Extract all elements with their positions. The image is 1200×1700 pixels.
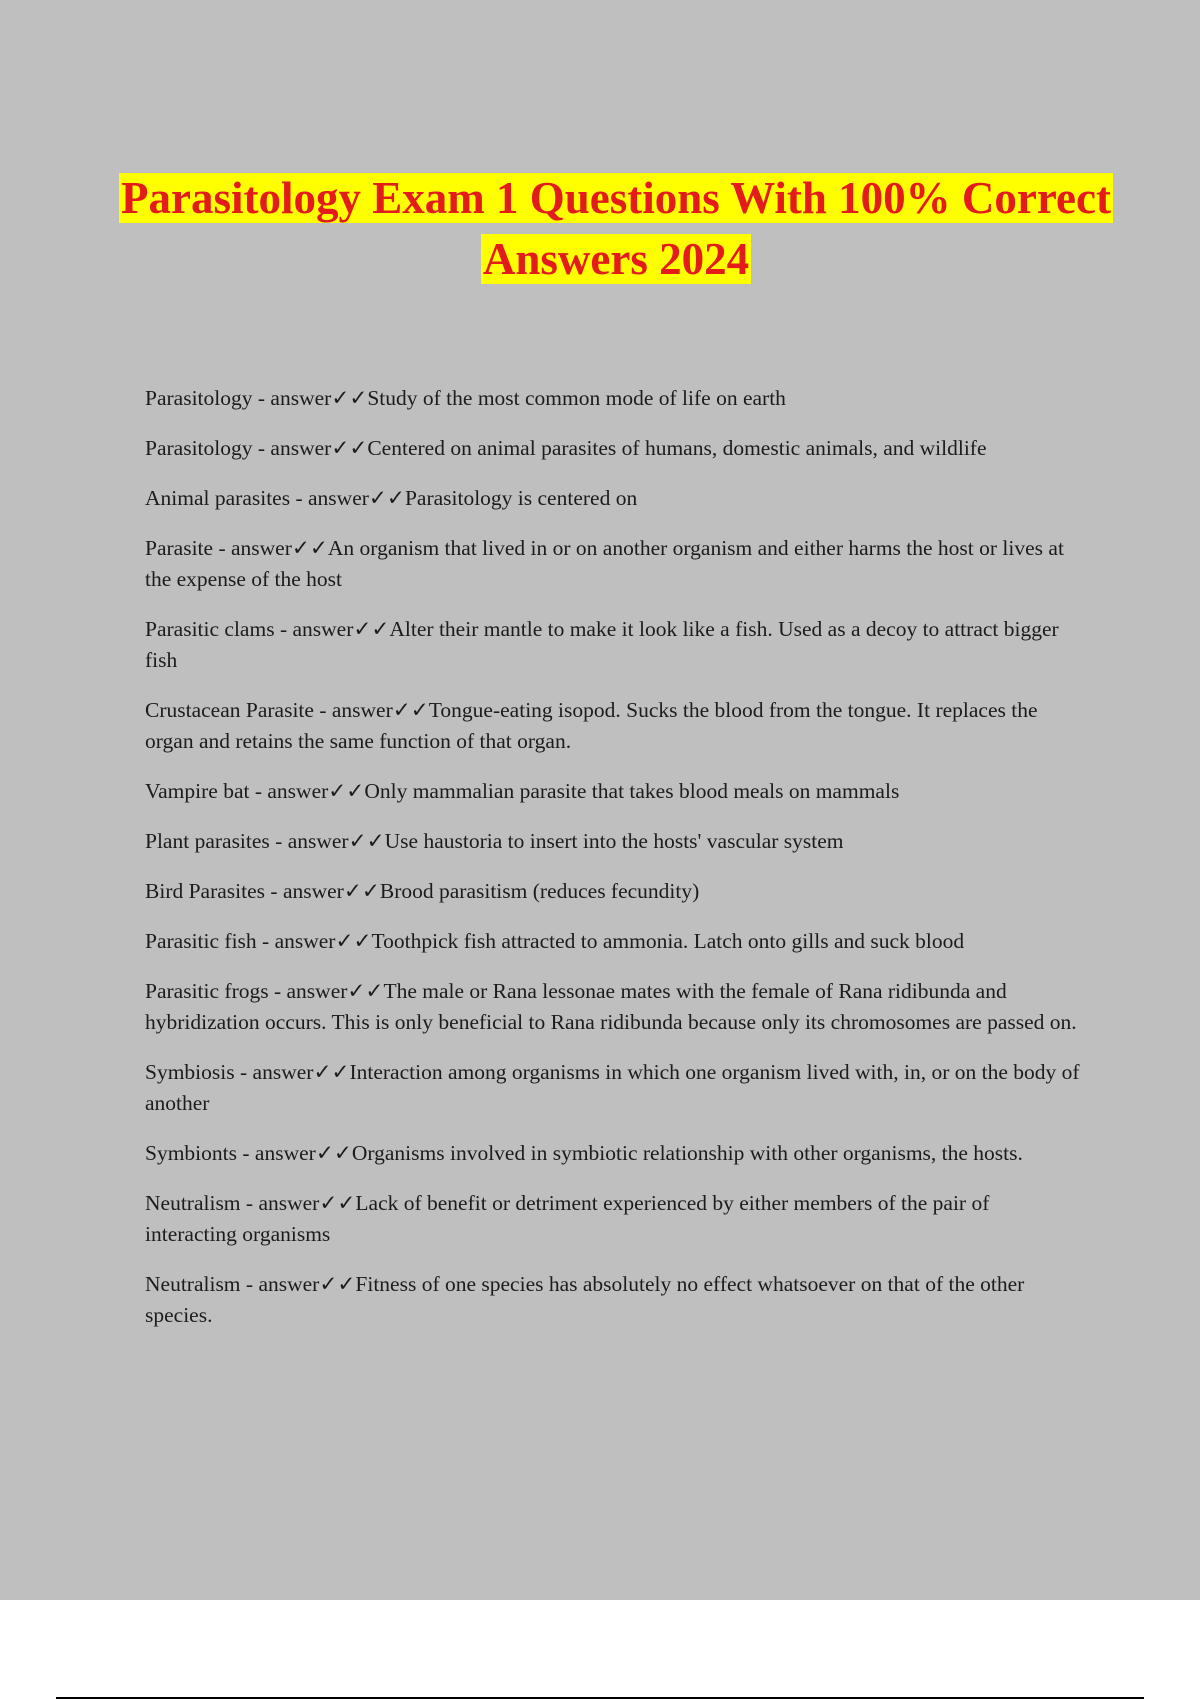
qa-answer: Parasitology is centered on <box>404 486 638 510</box>
qa-term: Parasite <box>145 536 214 560</box>
qa-answer: Organisms involved in symbiotic relationship with other organisms, the hosts. <box>351 1141 1023 1165</box>
qa-entry <box>145 533 1085 595</box>
qa-term: Parasitic clams <box>145 617 275 641</box>
qa-separator: - answer <box>234 1060 314 1084</box>
qa-answer: Brood parasitism (reduces fecundity) <box>379 879 700 903</box>
qa-answer: Centered on animal parasites of humans, domestic animals, and wildlife <box>367 436 987 460</box>
check-icon: ✓✓ <box>291 536 328 560</box>
qa-entry <box>145 483 1085 514</box>
qa-entry <box>145 826 1085 857</box>
page-title-text: Parasitology Exam 1 Questions With 100% Correct Answers 2024 <box>121 173 1111 284</box>
qa-separator: - answer <box>252 436 332 460</box>
qa-answer: Tongue-eating isopod. Sucks the blood from the tongue. It replaces the organ and retains the same function of that organ. <box>145 698 1038 753</box>
qa-answer: Interaction among organisms in which one organism lived with, in, or on the body of another <box>145 1060 1080 1115</box>
qa-entry <box>145 433 1085 464</box>
qa-term: Animal parasites <box>145 486 291 510</box>
qa-answer: The male or Rana lessonae mates with the female of Rana ridibunda and hybridization occurs. This is only beneficial to Rana ridibunda because only its chromosomes are passed on. <box>145 979 1077 1034</box>
qa-answer: Study of the most common mode of life on earth <box>367 386 786 410</box>
qa-entry <box>145 1188 1085 1250</box>
qa-entry <box>145 876 1085 907</box>
qa-separator: - answer <box>313 698 393 722</box>
qa-term: Parasitic fish <box>145 929 257 953</box>
qa-entry <box>145 695 1085 757</box>
qa-answer: Toothpick fish attracted to ammonia. Latch onto gills and suck blood <box>371 929 965 953</box>
qa-separator: - answer <box>249 779 329 803</box>
qa-term: Symbionts <box>145 1141 237 1165</box>
page-title <box>60 168 1172 290</box>
qa-term: Parasitology <box>145 436 253 460</box>
check-icon: ✓✓ <box>343 879 380 903</box>
check-icon: ✓✓ <box>392 698 429 722</box>
check-icon: ✓✓ <box>335 929 372 953</box>
qa-entry <box>145 976 1085 1038</box>
footer-divider <box>56 1697 1144 1699</box>
qa-entry <box>145 926 1085 957</box>
qa-entry <box>145 1057 1085 1119</box>
qa-separator: - answer <box>256 929 336 953</box>
qa-separator: - answer <box>269 829 349 853</box>
check-icon: ✓✓ <box>347 979 384 1003</box>
qa-term: Crustacean Parasite <box>145 698 314 722</box>
qa-answer: Only mammalian parasite that takes blood meals on mammals <box>364 779 900 803</box>
qa-entry <box>145 614 1085 676</box>
qa-term: Parasitic frogs <box>145 979 269 1003</box>
check-icon: ✓✓ <box>331 386 368 410</box>
qa-entry <box>145 1138 1085 1169</box>
qa-answer: Use haustoria to insert into the hosts' vascular system <box>384 829 844 853</box>
qa-answer: An organism that lived in or on another organism and either harms the host or lives at the expense of the host <box>145 536 1064 591</box>
qa-separator: - answer <box>213 536 292 560</box>
qa-term: Symbiosis <box>145 1060 235 1084</box>
check-icon: ✓✓ <box>353 617 390 641</box>
qa-separator: - answer <box>240 1272 320 1296</box>
qa-term: Vampire bat <box>145 779 250 803</box>
qa-separator: - answer <box>268 979 348 1003</box>
qa-term: Plant parasites <box>145 829 270 853</box>
qa-term: Neutralism <box>145 1272 241 1296</box>
check-icon: ✓✓ <box>328 779 365 803</box>
qa-entry <box>145 1269 1085 1331</box>
check-icon: ✓✓ <box>319 1272 356 1296</box>
qa-separator: - answer <box>265 879 344 903</box>
qa-answer: Fitness of one species has absolutely no effect whatsoever on that of the other species. <box>145 1272 1025 1327</box>
qa-answer: Lack of benefit or detriment experienced by either members of the pair of interacting organisms <box>145 1191 990 1246</box>
qa-separator: - answer <box>290 486 369 510</box>
check-icon: ✓✓ <box>368 486 405 510</box>
qa-entry <box>145 383 1085 414</box>
qa-separator: - answer <box>237 1141 316 1165</box>
qa-separator: - answer <box>252 386 332 410</box>
qa-answer: Alter their mantle to make it look like a fish. Used as a decoy to attract bigger fish <box>145 617 1059 672</box>
qa-separator: - answer <box>274 617 354 641</box>
qa-term: Parasitology <box>145 386 253 410</box>
qa-separator: - answer <box>240 1191 320 1215</box>
qa-term: Neutralism <box>145 1191 241 1215</box>
check-icon: ✓✓ <box>331 436 368 460</box>
check-icon: ✓✓ <box>315 1141 352 1165</box>
check-icon: ✓✓ <box>313 1060 350 1084</box>
check-icon: ✓✓ <box>348 829 385 853</box>
qa-term: Bird Parasites <box>145 879 266 903</box>
qa-entry <box>145 776 1085 807</box>
qa-list <box>145 383 1085 1350</box>
check-icon: ✓✓ <box>319 1191 356 1215</box>
